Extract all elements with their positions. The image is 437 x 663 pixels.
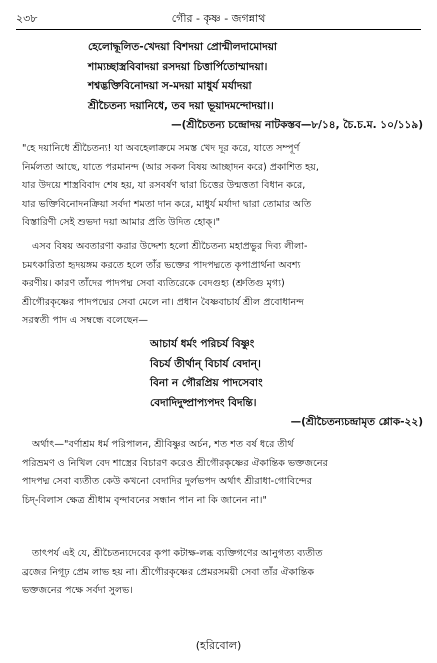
verse-line: আচার্য ধর্মং পরিচর্য বিষ্ণুং <box>150 338 255 350</box>
verse-1-citation: —(শ্রীচৈতন্য চন্দ্রোদয় নাটকস্তব—৮/১৪, চৈ.চ.ম. ১০/১১৯) <box>171 119 423 131</box>
page-footer: (হরিবোল) <box>195 639 242 652</box>
paragraph-line: এসব বিষয় অবতারণা করার উদ্দেশ্য হলো শ্রীচৈতন্য মহাপ্রভুর দিব্য লীলা- <box>32 241 308 252</box>
verse-line: বিচর্য তীর্থান্ বিচার্য বেদান্। <box>150 357 261 370</box>
sanskrit-verse-1 <box>88 38 428 116</box>
sanskrit-verse-2 <box>150 335 410 413</box>
paragraph-line: অর্থাৎ—"বর্ণাশ্রম ধর্ম পরিপালন, শ্রীবিষ্ণুর অর্চন, শত শত বর্ষ ধরে তীর্থ <box>32 439 294 450</box>
paragraph-line: নির্মলতা আছে, যাতে পরমানন্দ (আর সকল বিষয় আচ্ছাদন করে) প্রকাশিত হয়, <box>22 161 319 173</box>
verse-line: শশ্বদ্ভক্তিবিনোদয়া স-মদয়া মাধুর্য মর্যাদয়া <box>88 80 252 92</box>
paragraph-line: বিস্তারিণী সেই শুভদা দয়া আমার প্রতি উদিত হোক্।" <box>22 217 221 229</box>
paragraph-line: যার ভক্তিবিনোদনক্রিয়া সর্বদা শমতা দান করে, মাধুর্য মর্যাদা দ্বারা তোমার অতি <box>22 198 312 210</box>
paragraph-line: করণীয়। কারণ তাঁদের পাদপদ্ম সেবা ব্যতিরেকে বেদগুহ্য (শ্রুতিগু মৃগ্য) <box>22 278 285 290</box>
verse-line: বিনা ন গৌরপ্রিয় পাদসেবাং <box>150 377 263 389</box>
paragraph-line: যার উদয়ে শাস্ত্রবিবাদ শেষ হয়, যা রসবর্ষণ দ্বারা চিত্তের উন্মত্ততা বিধান করে, <box>22 180 306 192</box>
paragraph-line: চিদ্-বিলাস ক্ষেত্র শ্রীধাম বৃন্দাবনের সন্ধান পান না কি জানেন না।" <box>22 494 267 506</box>
paragraph-line: পরিভ্রমণ ও নিখিল বেদ শাস্ত্রের বিচারণ করেও শ্রীগৌরকৃষ্ণের ঐকান্তিক ভক্তজনের <box>22 457 328 469</box>
paragraph-line: "হে দয়ানিধে শ্রীচৈতন্য! যা অবহেলাক্রমে সমস্ত খেদ দূর করে, যাতে সম্পূর্ণ <box>22 143 300 154</box>
translation-paragraph <box>22 436 425 510</box>
header-rule <box>16 29 421 30</box>
verse-line: শাম্যচ্ছাস্ত্রবিবাদয়া রসদয়া চিত্তার্পিতোম্মাদয়া। <box>88 60 268 73</box>
paragraph-line: সরস্বতী পাদ এ সম্বন্ধে বলেছেন— <box>22 315 149 327</box>
running-header <box>16 10 421 28</box>
verse-line: শ্রীচৈতন্য দয়ানিধে, তব দয়া ভূয়াদমন্দোদয়া।। <box>88 99 274 112</box>
translation-paragraph <box>22 140 425 233</box>
paragraph-line: ভক্তজনের পক্ষে সর্বদা সুলভ। <box>22 585 133 597</box>
body-paragraph <box>22 545 425 601</box>
paragraph-line: ব্রজের নিগূঢ় প্রেম লাভ হয় না। শ্রীগৌরকৃষ্ণের প্রেমরসময়ী সেবা তাঁর ঐকান্তিক <box>22 566 315 578</box>
page-number: ২৩৮ <box>16 12 38 25</box>
running-title: গৌর - কৃষ্ণ - জগন্নাথ <box>171 12 266 25</box>
paragraph-line: চমৎকারিতা হৃদয়ঙ্গম করতে হলে তাঁর ভক্তের পাদপদ্মতে কৃপাপ্রার্থনা অবশ্য <box>22 259 301 271</box>
verse-line: বেদাদিদুষ্প্রাপ্যপদং বিদন্তি। <box>150 396 257 409</box>
verse-2-citation: —(শ্রীচৈতন্যচন্দ্রামৃত শ্লোক-২২) <box>290 416 423 428</box>
body-paragraph <box>22 238 425 331</box>
paragraph-line: শ্রীগৌরকৃষ্ণের পাদপদ্মের সেবা মেলে না। প্রধান বৈষ্ণবাচার্য শ্রীল প্রবোধানন্দ <box>22 296 304 308</box>
verse-line: হেলোদ্ধূলিত-খেদয়া বিশদয়া প্রোন্মীলদামোদয়া <box>88 41 277 53</box>
paragraph-line: তাৎপর্য এই যে, শ্রীচৈতন্যদেবের কৃপা কটাক্ষ-লব্ধ ব্যক্তিগণের আনুগত্য ব্যতীত <box>32 548 323 559</box>
paragraph-line: পাদপদ্ম সেবা ব্যতীত কেউ কখনো বেদাদির দুর্লভপদ অর্থাৎ শ্রীরাধা-গোবিন্দের <box>22 476 312 488</box>
